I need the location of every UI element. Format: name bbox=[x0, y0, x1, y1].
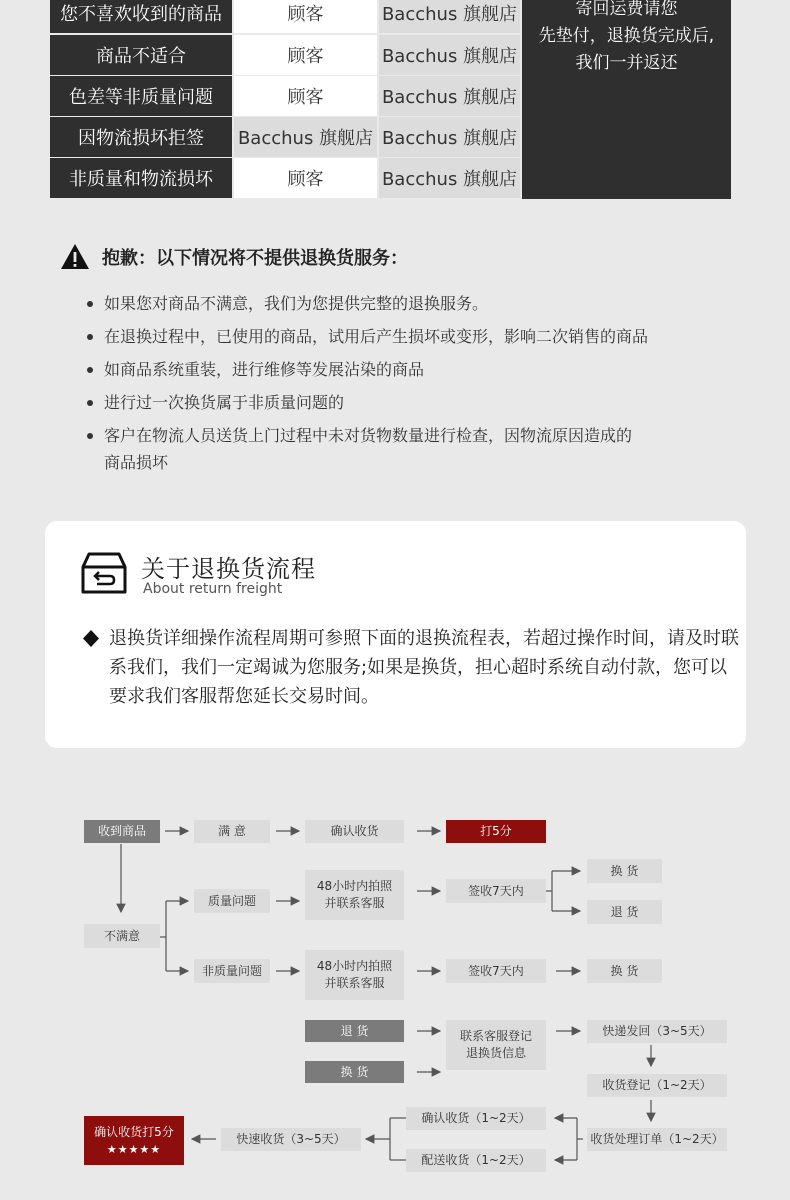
flow-exchange-1: 换 货 bbox=[587, 859, 662, 883]
flow-deliver: 配送收货（1~2天） bbox=[406, 1149, 546, 1172]
table-row bbox=[50, 0, 520, 33]
list-item: 在退换过程中，已使用的商品，试用后产生损坏或变形，影响二次销售的商品 bbox=[84, 323, 764, 350]
reason-cell: 您不喜欢收到的商品 bbox=[50, 0, 232, 33]
bearer-cell: Bacchus 旗舰店 bbox=[379, 158, 520, 198]
card-body-text: 退换货详细操作流程周期可参照下面的退换流程表，若超过操作时间，请及时联系我们，我们一定竭诚为您服务;如果是换货，担心超时系统自动付款，您可以要求我们客服帮您延长交易时间。 bbox=[109, 628, 739, 707]
no-return-title: 抱歉：以下情况将不提供退换货服务： bbox=[102, 247, 408, 269]
party-cell: 顾客 bbox=[234, 35, 377, 75]
party-cell: 顾客 bbox=[234, 158, 377, 198]
party-cell: 顾客 bbox=[234, 76, 377, 116]
flow-exchange-2: 换 货 bbox=[587, 959, 662, 983]
freight-note-line: 先垫付，退换货完成后, bbox=[538, 26, 715, 46]
flow-unsatisfied: 不满意 bbox=[84, 924, 160, 948]
flow-satisfied: 满 意 bbox=[194, 820, 270, 843]
card-title: 关于退换货流程 bbox=[141, 555, 316, 583]
return-flowchart bbox=[0, 800, 790, 1190]
flow-photo-2: 48小时内拍照并联系客服 bbox=[305, 950, 404, 1000]
flow-photo-1: 48小时内拍照并联系客服 bbox=[305, 870, 404, 920]
flow-nonquality: 非质量问题 bbox=[194, 959, 270, 983]
table-row bbox=[50, 76, 520, 116]
flow-return-1: 退 货 bbox=[587, 900, 662, 924]
bearer-cell: Bacchus 旗舰店 bbox=[379, 0, 520, 33]
flow-return-btn: 退 货 bbox=[305, 1020, 404, 1042]
flow-contact: 联系客服登记退换货信息 bbox=[446, 1020, 546, 1070]
table-row bbox=[50, 117, 520, 157]
freight-note bbox=[522, 0, 731, 199]
flow-register: 收货登记（1~2天） bbox=[587, 1074, 727, 1097]
flow-sign-2: 签收7天内 bbox=[446, 959, 546, 983]
list-item: 客户在物流人员送货上门过程中未对货物数量进行检查，因物流原因造成的商品损坏 bbox=[84, 422, 644, 476]
flow-express-back: 快递发回（3~5天） bbox=[587, 1020, 727, 1043]
flow-final-label: 确认收货打5分 bbox=[94, 1124, 174, 1139]
reason-cell: 非质量和物流损坏 bbox=[50, 158, 232, 198]
bearer-cell: Bacchus 旗舰店 bbox=[379, 35, 520, 75]
flow-confirm-2: 确认收货（1~2天） bbox=[406, 1107, 546, 1130]
flow-express-recv: 快速收货（3~5天） bbox=[221, 1128, 361, 1151]
flow-process: 收货处理订单（1~2天） bbox=[587, 1128, 727, 1151]
table-row bbox=[50, 35, 520, 75]
return-flow-card bbox=[45, 521, 746, 748]
bearer-cell: Bacchus 旗舰店 bbox=[379, 117, 520, 157]
flow-rate: 打5分 bbox=[446, 820, 546, 843]
flow-sign-1: 签收7天内 bbox=[446, 879, 546, 903]
flow-final bbox=[84, 1116, 184, 1165]
list-item: 进行过一次换货属于非质量问题的 bbox=[84, 389, 764, 416]
card-subtitle: About return freight bbox=[143, 581, 283, 597]
card-body bbox=[81, 624, 741, 711]
freight-note-line: 我们一并返还 bbox=[575, 53, 678, 73]
flow-confirm: 确认收货 bbox=[305, 820, 404, 843]
list-item: 如果您对商品不满意，我们为您提供完整的退换服务。 bbox=[84, 290, 764, 317]
reason-cell: 因物流损坏拒签 bbox=[50, 117, 232, 157]
warning-icon bbox=[60, 243, 90, 270]
reason-cell: 色差等非质量问题 bbox=[50, 76, 232, 116]
party-cell: 顾客 bbox=[234, 0, 377, 33]
party-cell: Bacchus 旗舰店 bbox=[234, 117, 377, 157]
bearer-cell: Bacchus 旗舰店 bbox=[379, 76, 520, 116]
flow-quality: 质量问题 bbox=[194, 889, 270, 913]
flow-received: 收到商品 bbox=[84, 820, 160, 843]
no-return-list bbox=[84, 290, 764, 482]
list-item: 如商品系统重装，进行维修等发展沾染的商品 bbox=[84, 356, 764, 383]
return-policy-table bbox=[50, 0, 731, 199]
rating-stars: ★★★★★ bbox=[106, 1142, 162, 1156]
flow-exchange-btn: 换 货 bbox=[305, 1061, 404, 1083]
diamond-bullet-icon bbox=[81, 624, 101, 653]
reason-cell: 商品不适合 bbox=[50, 35, 232, 75]
no-return-heading bbox=[60, 243, 408, 270]
freight-note-line: 寄回运费请您 bbox=[575, 0, 678, 19]
return-box-icon bbox=[79, 551, 129, 595]
table-row bbox=[50, 158, 520, 198]
